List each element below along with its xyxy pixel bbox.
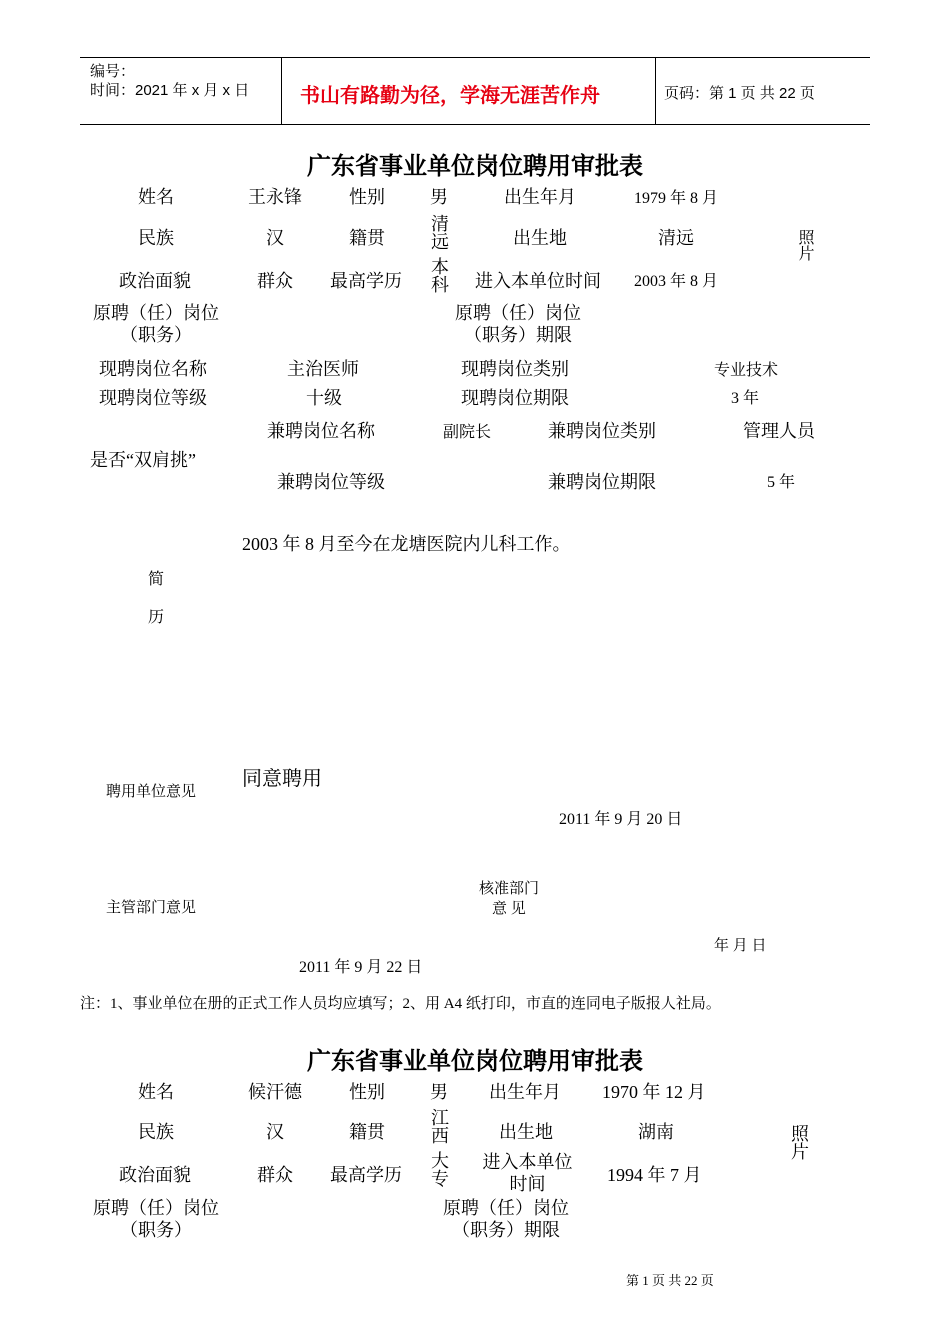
part-type-label: 兼聘岗位类别: [548, 421, 656, 441]
resume-label: 简: [148, 571, 165, 588]
form-title: 广东省事业单位岗位聘用审批表: [307, 154, 643, 180]
resume-text: 2003 年 8 月至今在龙塘医院内儿科工作。: [242, 534, 571, 554]
gender-value: 男: [430, 1082, 448, 1102]
birthplace-label: 出生地: [499, 1122, 553, 1142]
gender-value: 男: [430, 187, 448, 207]
form-title: 广东省事业单位岗位聘用审批表: [307, 1049, 643, 1075]
footer-page: 第 1 页 共 22 页: [626, 1273, 714, 1288]
ethnicity-label: 民族: [138, 1122, 174, 1142]
page-info: 页码：第 1 页 共 22 页: [664, 85, 815, 102]
serial-label: 编号：: [90, 63, 136, 80]
birth-label: 出生年月: [489, 1082, 561, 1102]
dept-opinion-label: 主管部门意见: [106, 900, 197, 916]
ethnicity-label: 民族: [138, 228, 174, 248]
photo-label: 照片: [796, 229, 813, 261]
education-value: 大专: [429, 1151, 449, 1187]
politics-label: 政治面貌: [119, 1165, 191, 1185]
header-divider: [655, 57, 656, 124]
origin-value: 江西: [429, 1108, 449, 1144]
part-post-value: 副院长: [443, 424, 492, 441]
unit-opinion: 同意聘用: [242, 768, 322, 790]
join-value: 1994 年 7 月: [607, 1165, 702, 1185]
origin-label: 籍贯: [349, 228, 385, 248]
education-label: 最高学历: [330, 271, 402, 291]
part-term-label: 兼聘岗位期限: [548, 472, 656, 492]
cur-term-value: 3 年: [731, 390, 760, 407]
motto: 书山有路勤为径，学海无涯苦作舟: [300, 85, 600, 107]
name-value: 王永锋: [248, 187, 302, 207]
approve-date: 年 月 日: [714, 938, 767, 954]
cur-grade-value: 十级: [306, 388, 342, 408]
origin-label: 籍贯: [349, 1122, 385, 1142]
time-label: 时间：2021 年 x 月 x 日: [90, 82, 250, 99]
approve-label: 核准部门: [479, 881, 540, 897]
dual-label: 是否“双肩挑”: [90, 450, 196, 470]
join-value: 2003 年 8 月: [634, 273, 719, 290]
cur-type-label: 现聘岗位类别: [461, 359, 569, 379]
cur-term-label: 现聘岗位期限: [461, 388, 569, 408]
header-divider: [281, 57, 282, 124]
orig-term-label: 原聘（任）岗位（职务）期限: [443, 1198, 569, 1240]
cur-post-value: 主治医师: [287, 359, 359, 379]
header-bottom-rule: [80, 124, 870, 125]
gender-label: 性别: [349, 1082, 385, 1102]
politics-value: 群众: [257, 1165, 293, 1185]
approve-label: 意 见: [492, 901, 526, 917]
birthplace-label: 出生地: [513, 228, 567, 248]
join-label: 进入本单位时间: [475, 271, 601, 291]
orig-post-label: 原聘（任）岗位（职务）: [93, 303, 219, 345]
dept-date: 2011 年 9 月 22 日: [299, 959, 423, 976]
politics-label: 政治面貌: [119, 271, 191, 291]
part-post-label: 兼聘岗位名称: [267, 421, 375, 441]
origin-value: 清远: [429, 214, 449, 250]
unit-opinion-label: 聘用单位意见: [106, 784, 197, 800]
orig-post-label: 原聘（任）岗位（职务）: [93, 1198, 219, 1240]
education-value: 本科: [429, 257, 449, 293]
orig-term-label: 原聘（任）岗位（职务）期限: [455, 303, 581, 345]
birthplace-value: 清远: [658, 228, 694, 248]
photo-label: 照片: [789, 1124, 809, 1160]
gender-label: 性别: [349, 187, 385, 207]
ethnicity-value: 汉: [266, 1122, 284, 1142]
resume-label: 历: [148, 609, 165, 626]
cur-post-label: 现聘岗位名称: [99, 359, 207, 379]
politics-value: 群众: [257, 271, 293, 291]
note: 注：1、事业单位在册的正式工作人员均应填写；2、用 A4 纸打印，市直的连同电子版报人社局。: [80, 996, 721, 1012]
join-label: 进入本单位时间: [482, 1152, 573, 1194]
name-label: 姓名: [138, 1082, 174, 1102]
birth-value: 1979 年 8 月: [634, 190, 719, 207]
name-value: 候汗德: [248, 1082, 302, 1102]
birthplace-value: 湖南: [638, 1122, 674, 1142]
birth-value: 1970 年 12 月: [602, 1082, 706, 1102]
part-grade-label: 兼聘岗位等级: [277, 472, 385, 492]
education-label: 最高学历: [330, 1165, 402, 1185]
unit-date: 2011 年 9 月 20 日: [559, 811, 683, 828]
part-term-value: 5 年: [767, 474, 796, 491]
birth-label: 出生年月: [504, 187, 576, 207]
ethnicity-value: 汉: [266, 228, 284, 248]
name-label: 姓名: [138, 187, 174, 207]
header-top-rule: [80, 57, 870, 58]
part-type-value: 管理人员: [743, 421, 815, 441]
cur-grade-label: 现聘岗位等级: [99, 388, 207, 408]
cur-type-value: 专业技术: [714, 362, 779, 379]
